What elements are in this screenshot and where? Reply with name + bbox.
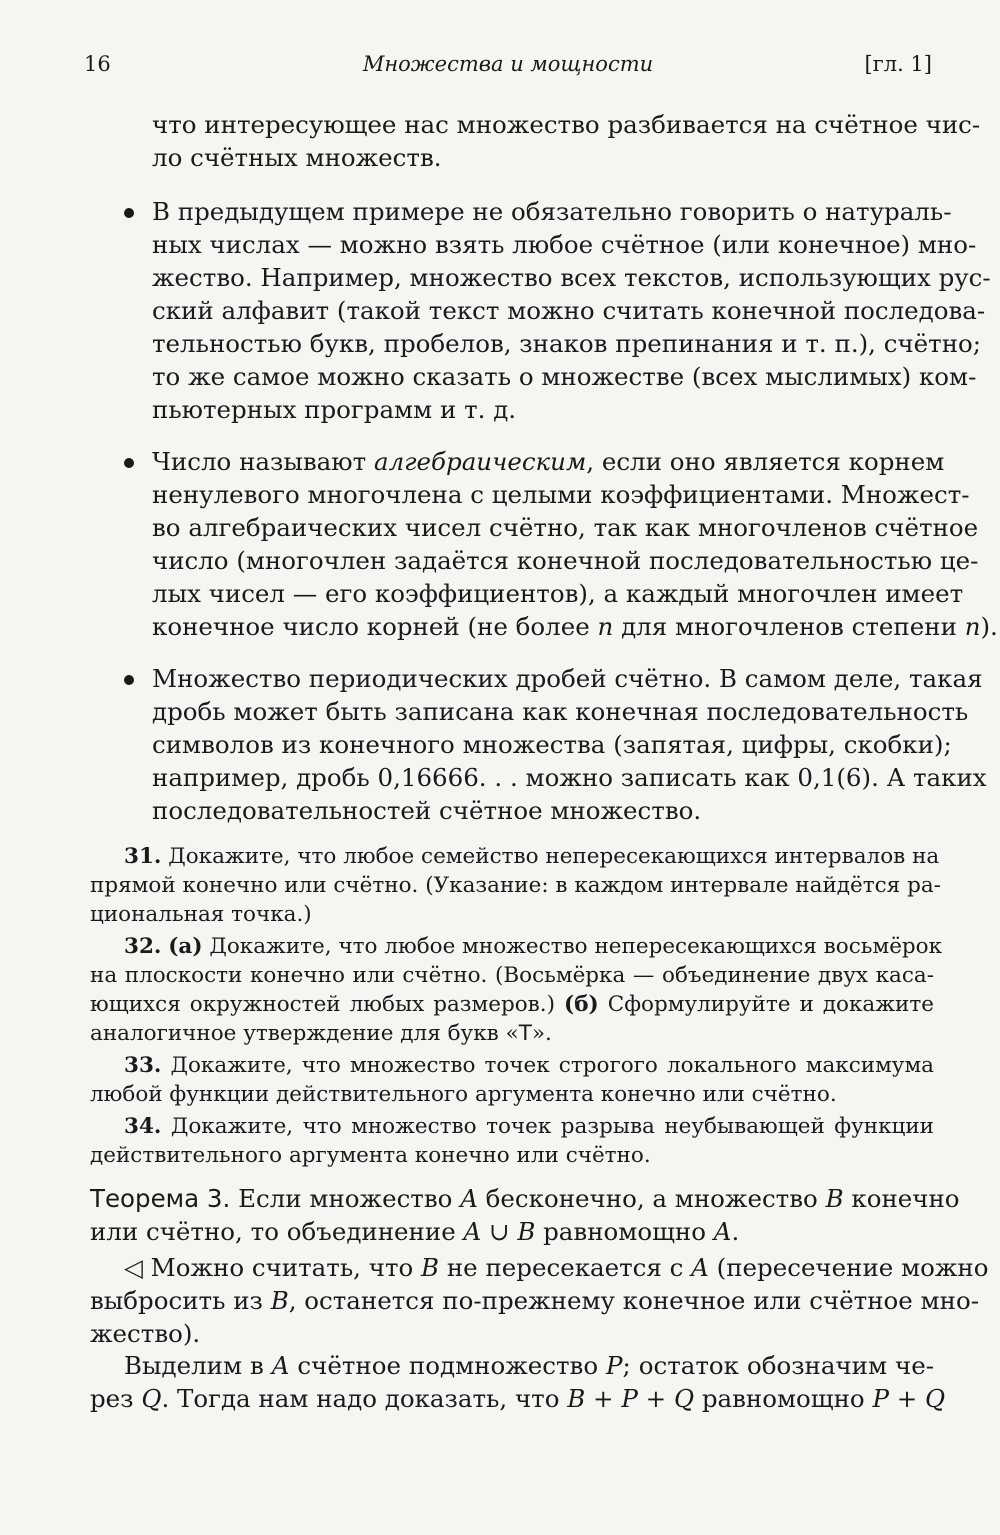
text-line: 34. Докажите, что множество точек разрыва неубывающей функции [124,1114,934,1139]
text-line: 31. Докажите, что любое семейство непересекающихся интервалов на [124,844,940,869]
text-line: ◁ Можно считать, что B не пересекается с A (пересечение можно [124,1253,989,1282]
text-line: число (многочлен задаётся конечной последовательностью це- [152,546,979,575]
text-line: конечное число корней (не более n для многочленов степени n). [152,612,998,641]
text-line: Теорема 3. Если множество A бесконечно, а множество B конечно [90,1184,960,1213]
text-line: ных числах — можно взять любое счётное (или конечное) мно- [152,230,977,259]
text-line: символов из конечного множества (запятая, цифры, скобки); [152,730,952,759]
text-line: прямой конечно или счётно. (Указание: в каждом интервале найдётся ра- [90,873,941,898]
text-line: В предыдущем примере не обязательно говорить о натураль- [152,197,952,226]
running-title: Множества и мощности [362,52,654,76]
text-line: 32. (а) Докажите, что любое множество непересекающихся восьмёрок [124,934,943,959]
term-algebraic: алгебраическим [373,447,587,476]
text-line: любой функции действительного аргумента конечно или счётно. [90,1082,837,1107]
text-line: последовательностей счётное множество. [152,796,702,825]
text-line: выбросить из B, останется по-прежнему конечное или счётное мно- [90,1286,979,1315]
text-line: Выделим в A счётное подмножество P; остаток обозначим че- [124,1351,934,1380]
text-line: 33. Докажите, что множество точек строгого локального максимума [124,1053,934,1078]
bullet-icon [124,458,134,468]
page-number: 16 [84,52,111,76]
text-line: Число называют алгебраическим, если оно является корнем [152,447,945,476]
text-line: пьютерных программ и т. д. [152,395,517,424]
bullet-icon [124,208,134,218]
text-line: жество. Например, множество всех текстов, использующих рус- [152,263,991,292]
text-line: действительного аргумента конечно или счётно. [90,1143,651,1168]
page-header [84,52,932,84]
text-line: например, дробь 0,16666. . . можно записать как 0,1(6). А таких [152,763,987,792]
chapter-label: [гл. 1] [864,52,932,76]
text-line: или счётно, то объединение A ∪ B равномощно A. [90,1217,740,1246]
text-line: во алгебраических чисел счётно, так как многочленов счётное [152,513,979,542]
text-line: ненулевого многочлена с целыми коэффициентами. Множест- [152,480,970,509]
text-line: ющихся окружностей любых размеров.) (б) Сформулируйте и докажите [90,992,934,1017]
text-line: на плоскости конечно или счётно. (Восьмёрка — объединение двух каса- [90,963,934,988]
bullet-icon [124,675,134,685]
text-line: что интересующее нас множество разбивается на счётное чис- [152,110,981,139]
text-line: жество). [90,1319,201,1348]
text-line: то же самое можно сказать о множестве (всех мыслимых) ком- [152,362,977,391]
text-line: аналогичное утверждение для букв «Т». [90,1021,552,1046]
text-line: циональная точка.) [90,902,312,927]
text-line: Множество периодических дробей счётно. В самом деле, такая [152,664,983,693]
theorem-label: Теорема 3. [90,1184,231,1213]
text-line: лых чисел — его коэффициентов), а каждый многочлен имеет [152,579,964,608]
text-line: дробь может быть записана как конечная последовательность [152,697,969,726]
text-line: рез Q. Тогда нам надо доказать, что B + P + Q равномощно P + Q [90,1384,946,1413]
text-line: ло счётных множеств. [152,143,442,172]
text-line: тельностью букв, пробелов, знаков препинания и т. п.), счётно; [152,329,982,358]
text-line: ский алфавит (такой текст можно считать конечной последова- [152,296,986,325]
